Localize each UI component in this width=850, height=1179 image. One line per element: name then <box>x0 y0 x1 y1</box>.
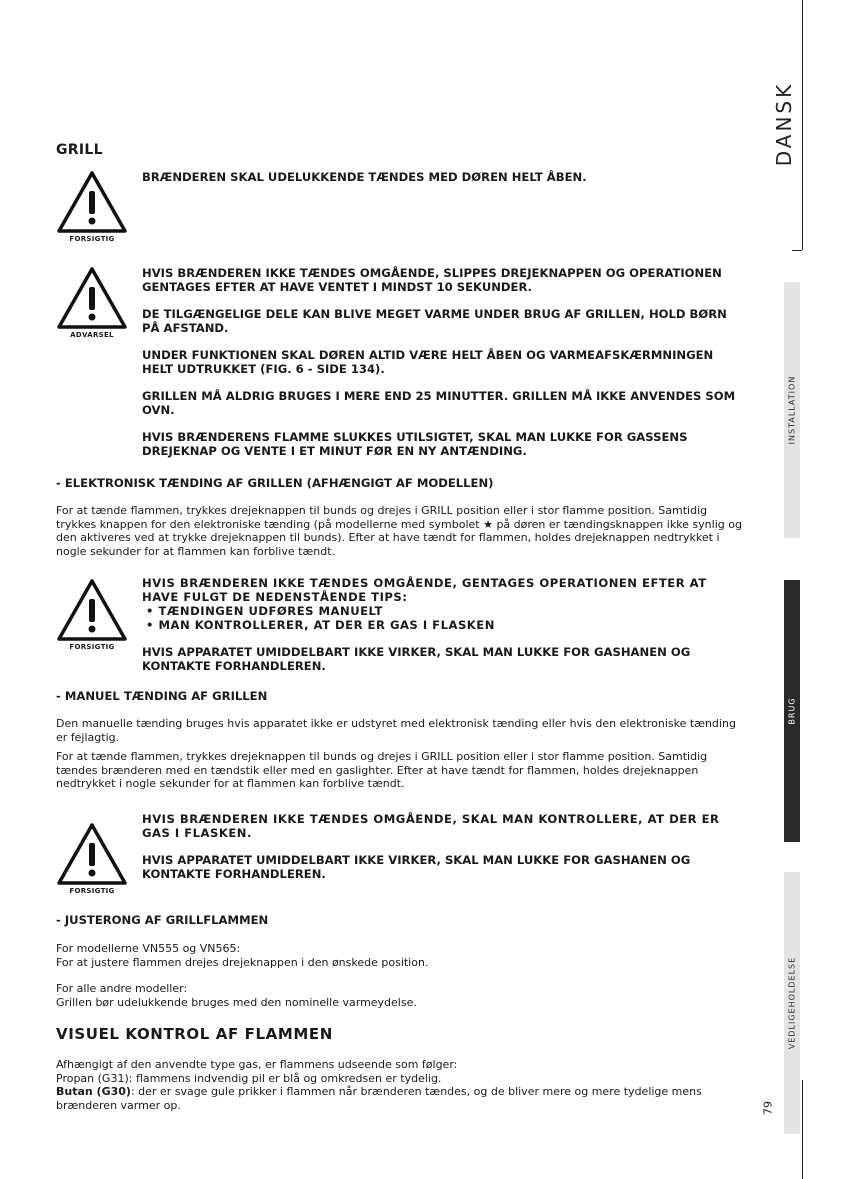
text-line: For at justere flammen drejes drejeknappen i den ønskede position. <box>56 955 429 969</box>
warning-caption: FORSIGTIG <box>69 887 115 895</box>
warning-triangle-icon <box>56 170 128 234</box>
warning-triangle-icon <box>56 822 128 886</box>
warning-bullet: • TÆNDINGEN UDFØRES MANUELT <box>146 604 383 618</box>
warning-text <box>142 266 742 471</box>
warning-block-manual <box>56 812 742 895</box>
side-navigation <box>784 0 800 1179</box>
warning-paragraph: HVIS APPARATET UMIDDELBART IKKE VIRKER, SKAL MAN LUKKE FOR GASHANEN OG KONTAKTE FORHANDLEREN. <box>142 645 691 673</box>
visual-check-title: VISUEL KONTROL AF FLAMMEN <box>56 1025 333 1043</box>
page-number: 79 <box>761 1101 775 1115</box>
warning-paragraph: DE TILGÆNGELIGE DELE KAN BLIVE MEGET VARME UNDER BRUG AF GRILLEN, HOLD BØRN PÅ AFSTAND. <box>142 307 727 335</box>
warning-text <box>142 170 742 197</box>
warning-block-electronic <box>56 576 742 676</box>
text-line: Grillen bør udelukkende bruges med den nominelle varmeydelse. <box>56 995 417 1009</box>
warning-block-door <box>56 168 742 248</box>
warning-caption: FORSIGTIG <box>69 235 115 243</box>
warning-icon-wrap <box>56 266 128 339</box>
nav-tab-brug[interactable] <box>784 580 800 842</box>
warning-paragraph: HVIS BRÆNDEREN IKKE TÆNDES OMGÅENDE, GENTAGES OPERATIONEN EFTER AT HAVE FULGT DE NEDENSTÅENDE TIPS: <box>142 576 707 604</box>
language-label: DANSK <box>772 81 796 167</box>
warning-paragraph: UNDER FUNKTIONEN SKAL DØREN ALTID VÆRE HELT ÅBEN OG VARMEAFSKÆRMNINGEN HELT UDTRUKKET (FIG. 6 - SIDE 134). <box>142 348 714 376</box>
warning-icon-wrap <box>56 578 128 651</box>
warning-icon-wrap <box>56 822 128 895</box>
nav-tab-installation[interactable] <box>784 282 800 538</box>
footer-divider-line <box>802 1080 803 1179</box>
nav-tab-vedligeholdelse[interactable] <box>784 872 800 1134</box>
warning-triangle-icon <box>56 578 128 642</box>
nav-tab-label: BRUG <box>787 697 797 725</box>
warning-paragraph: HVIS APPARATET UMIDDELBART IKKE VIRKER, SKAL MAN LUKKE FOR GASHANEN OG KONTAKTE FORHANDLEREN. <box>142 853 691 881</box>
warning-text <box>142 576 742 686</box>
language-divider-line <box>802 0 803 250</box>
paragraph: For at tænde flammen, trykkes drejeknappen til bunds og drejes i GRILL position eller i stor flamme position. Samtidig trykkes knappen for den elektroniske tænding (på modellerne med symbolet ★ på døren er tændingsknappen ikke synlig og den aktiveres ved at trykke drejeknappen til bunds). Efter at have tændt for flammen, holdes drejeknappen nedtrykket i nogle sekunder for at flammen kan forblive tændt. <box>56 504 742 558</box>
warning-paragraph: HVIS BRÆNDEREN IKKE TÆNDES OMGÅENDE, SLIPPES DREJEKNAPPEN OG OPERATIONEN GENTAGES EFTER AT HAVE VENTET I MINDST 10 SEKUNDER. <box>142 266 722 294</box>
warning-block-burner <box>56 266 742 466</box>
flame-adjust-heading: - JUSTERONG AF GRILLFLAMMEN <box>56 913 269 927</box>
text-line: For alle andre modeller: <box>56 982 188 995</box>
paragraph: For at tænde flammen, trykkes drejeknappen til bunds og drejes i GRILL position eller i stor flamme position. Samtidig tændes brænderen med en tændstik eller med en gaslighter. Efter at have tændt for flammen, holdes drejeknappen nedtrykket i nogle sekunder for at flammen kan forblive tændt. <box>56 750 708 790</box>
warning-icon-wrap <box>56 170 128 243</box>
text-span: : der er svage gule prikker i flammen når brænderen tændes, og de bliver mere og mere tydelige mens brænderen varmer op. <box>56 1085 702 1112</box>
flame-adjust-text <box>56 942 742 1009</box>
nav-tab-label: INSTALLATION <box>787 375 797 445</box>
electronic-ignition-heading: - ELEKTRONISK TÆNDING AF GRILLEN (AFHÆNGIGT AF MODELLEN) <box>56 476 494 490</box>
warning-triangle-icon <box>56 266 128 330</box>
visual-check-text <box>56 1058 742 1112</box>
text-line: For modellerne VN555 og VN565: <box>56 942 241 955</box>
warning-caption: ADVARSEL <box>70 331 114 339</box>
text-line <box>56 1085 742 1112</box>
warning-paragraph: HVIS BRÆNDERENS FLAMME SLUKKES UTILSIGTET, SKAL MAN LUKKE FOR GASSENS DREJEKNAP OG VENTE I ET MINUT FØR EN NY ANTÆNDING. <box>142 430 688 458</box>
bold-label: Butan (G30) <box>56 1085 131 1098</box>
paragraph: Den manuelle tænding bruges hvis apparatet ikke er udstyret med elektronisk tænding eller hvis den elektroniske tænding er fejlagtig. <box>56 717 736 744</box>
grill-title: GRILL <box>56 142 103 158</box>
warning-caption: FORSIGTIG <box>69 643 115 651</box>
warning-text <box>142 812 742 894</box>
warning-paragraph: GRILLEN MÅ ALDRIG BRUGES I MERE END 25 MINUTTER. GRILLEN MÅ IKKE ANVENDES SOM OVN. <box>142 389 736 417</box>
warning-paragraph: BRÆNDEREN SKAL UDELUKKENDE TÆNDES MED DØREN HELT ÅBEN. <box>142 170 587 184</box>
electronic-ignition-text <box>56 504 742 564</box>
manual-ignition-heading: - MANUEL TÆNDING AF GRILLEN <box>56 689 268 703</box>
nav-tab-label: VEDLIGEHOLDELSE <box>787 956 797 1050</box>
text-line: Propan (G31): flammens indvendig pil er blå og omkredsen er tydelig. <box>56 1071 442 1085</box>
manual-ignition-text <box>56 717 742 797</box>
warning-paragraph: HVIS BRÆNDEREN IKKE TÆNDES OMGÅENDE, SKAL MAN KONTROLLERE, AT DER ER GAS I FLASKEN. <box>142 812 720 840</box>
warning-bullet: • MAN KONTROLLERER, AT DER ER GAS I FLASKEN <box>146 618 495 632</box>
text-line: Afhængigt af den anvendte type gas, er flammens udseende som følger: <box>56 1058 458 1071</box>
